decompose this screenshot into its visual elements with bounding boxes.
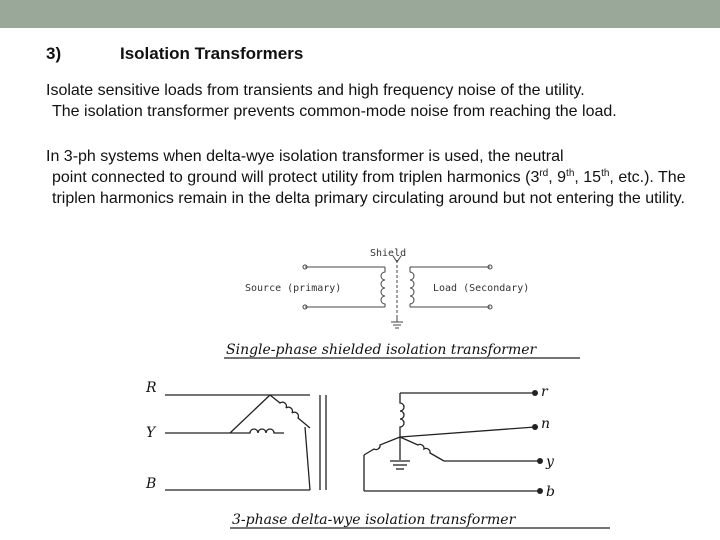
label-r: r bbox=[541, 384, 548, 400]
source-label: Source (primary) bbox=[245, 283, 342, 294]
wye-winding-3 bbox=[400, 437, 444, 461]
delta-connection bbox=[230, 395, 270, 433]
terminal-n bbox=[532, 424, 538, 430]
slide-number: 3) bbox=[46, 44, 62, 63]
para2-line: In 3-ph systems when delta-wye isolation transformer is used, the neutral bbox=[46, 148, 564, 165]
primary-coil bbox=[381, 267, 385, 307]
label-b: b bbox=[546, 484, 555, 500]
superscript-th-1: th bbox=[566, 168, 575, 179]
slide-title: Isolation Transformers bbox=[120, 44, 304, 63]
label-Y: Y bbox=[146, 425, 156, 441]
para2-text-b: , 9 bbox=[548, 169, 567, 186]
para2-text-a: point connected to ground will protect utility from triplen harmonics (3 bbox=[52, 169, 540, 186]
para2-text-c: , 15 bbox=[574, 169, 602, 186]
label-n: n bbox=[541, 416, 551, 432]
three-phase-caption: 3-phase delta-wye isolation transformer bbox=[232, 512, 516, 528]
terminal-b bbox=[537, 488, 543, 494]
para1-line: Isolate sensitive loads from transients and high frequency noise of the utility. bbox=[46, 82, 585, 99]
line-n bbox=[400, 427, 535, 437]
three-phase-terminals bbox=[532, 390, 543, 494]
single-phase-caption: Single-phase shielded isolation transformer bbox=[226, 342, 537, 358]
secondary-coil bbox=[410, 267, 414, 307]
delta-winding-2 bbox=[230, 429, 284, 433]
delta-winding-1 bbox=[270, 395, 310, 428]
label-y: y bbox=[546, 454, 554, 470]
terminal-y bbox=[537, 458, 543, 464]
shield-label: Shield bbox=[370, 248, 407, 259]
para1-continuation: The isolation transformer prevents common-mode noise from reaching the load. bbox=[52, 103, 617, 120]
three-phase-diagram bbox=[165, 393, 540, 491]
label-B: B bbox=[146, 476, 157, 492]
delta-winding-3 bbox=[305, 427, 310, 490]
terminal-r bbox=[532, 390, 538, 396]
label-R: R bbox=[146, 380, 157, 396]
superscript-th-2: th bbox=[601, 168, 610, 179]
load-label: Load (Secondary) bbox=[433, 283, 530, 294]
superscript-rd: rd bbox=[539, 168, 549, 179]
para2-text-d: , etc.). The triplen harmonics remain in the delta primary circulating around but not entering the utility. bbox=[52, 169, 686, 207]
wye-winding-1 bbox=[400, 393, 404, 437]
wye-winding-2 bbox=[364, 437, 400, 455]
